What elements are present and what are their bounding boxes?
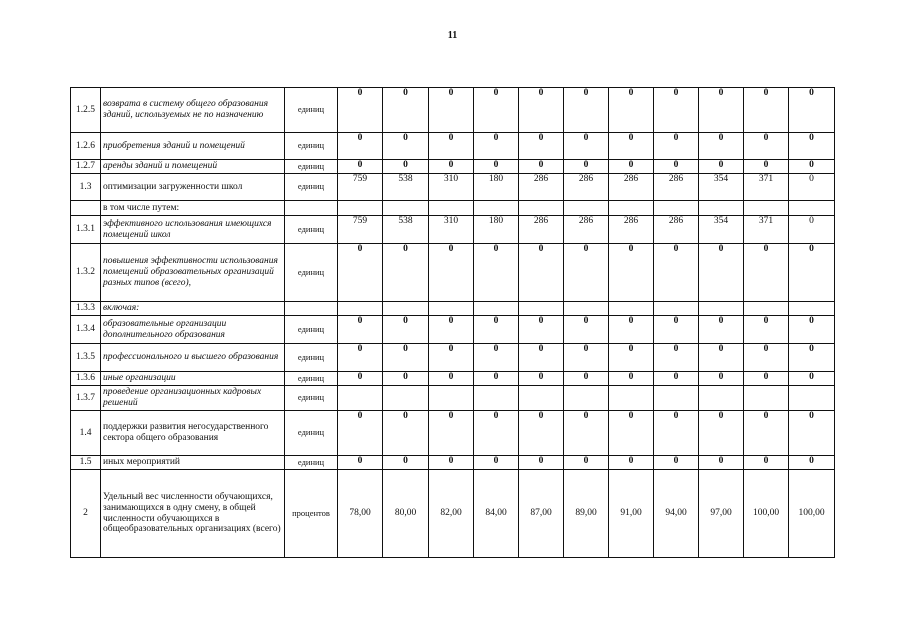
row-number: 1.2.5 (71, 88, 101, 133)
value-cell: 286 (519, 174, 564, 201)
value-cell: 80,00 (383, 470, 429, 558)
value-cell: 0 (654, 133, 699, 160)
row-unit: процентов (285, 470, 338, 558)
row-unit: единиц (285, 386, 338, 411)
row-unit: единиц (285, 216, 338, 244)
value-cell: 0 (609, 244, 654, 302)
row-number: 1.3.1 (71, 216, 101, 244)
value-cell: 0 (789, 316, 835, 344)
value-cell: 0 (789, 174, 835, 201)
table-row (71, 160, 835, 174)
value-cell: 0 (789, 133, 835, 160)
value-cell: 0 (564, 244, 609, 302)
value-cell: 0 (383, 160, 429, 174)
value-cell: 0 (474, 456, 519, 470)
table-row (71, 201, 835, 216)
value-cell: 0 (789, 216, 835, 244)
value-cell: 759 (338, 216, 383, 244)
value-cell: 0 (564, 160, 609, 174)
value-cell (338, 386, 383, 411)
row-description: проведение организационных кадровых решений (101, 386, 285, 411)
row-number: 1.3.6 (71, 372, 101, 386)
value-cell (383, 302, 429, 316)
row-number (71, 201, 101, 216)
value-cell (519, 302, 564, 316)
value-cell (519, 201, 564, 216)
row-number: 1.3 (71, 174, 101, 201)
row-description: профессионального и высшего образования (101, 344, 285, 372)
row-unit: единиц (285, 88, 338, 133)
value-cell: 0 (699, 372, 744, 386)
value-cell (654, 302, 699, 316)
value-cell: 0 (789, 372, 835, 386)
value-cell: 89,00 (564, 470, 609, 558)
value-cell: 0 (609, 316, 654, 344)
value-cell (383, 201, 429, 216)
row-description: включая: (101, 302, 285, 316)
table-row (71, 133, 835, 160)
row-description: повышения эффективности использования помещений образовательных организаций разных типов (всего), (101, 244, 285, 302)
value-cell: 0 (338, 160, 383, 174)
value-cell: 0 (744, 88, 789, 133)
value-cell (699, 201, 744, 216)
table-row (71, 372, 835, 386)
value-cell: 0 (519, 316, 564, 344)
value-cell: 0 (699, 160, 744, 174)
value-cell: 0 (383, 411, 429, 456)
value-cell: 286 (654, 174, 699, 201)
value-cell: 180 (474, 216, 519, 244)
value-cell: 0 (609, 344, 654, 372)
value-cell: 0 (564, 372, 609, 386)
row-unit: единиц (285, 456, 338, 470)
indicators-table (70, 87, 835, 558)
value-cell: 0 (654, 411, 699, 456)
value-cell: 0 (383, 344, 429, 372)
table-row (71, 344, 835, 372)
value-cell: 0 (429, 88, 474, 133)
value-cell: 0 (429, 411, 474, 456)
value-cell: 0 (609, 133, 654, 160)
value-cell: 0 (429, 133, 474, 160)
value-cell: 78,00 (338, 470, 383, 558)
table-row (71, 174, 835, 201)
row-unit (285, 302, 338, 316)
value-cell: 0 (519, 244, 564, 302)
value-cell (519, 386, 564, 411)
value-cell: 0 (338, 133, 383, 160)
value-cell: 0 (609, 456, 654, 470)
value-cell: 0 (338, 411, 383, 456)
value-cell: 0 (789, 456, 835, 470)
row-description: аренды зданий и помещений (101, 160, 285, 174)
row-unit: единиц (285, 244, 338, 302)
row-unit: единиц (285, 316, 338, 344)
value-cell: 0 (789, 88, 835, 133)
table-body (71, 88, 835, 558)
value-cell: 180 (474, 174, 519, 201)
value-cell: 87,00 (519, 470, 564, 558)
value-cell: 0 (474, 88, 519, 133)
value-cell: 0 (383, 88, 429, 133)
value-cell: 97,00 (699, 470, 744, 558)
value-cell (429, 201, 474, 216)
value-cell: 371 (744, 174, 789, 201)
value-cell (699, 386, 744, 411)
row-description: образовательные организации дополнительного образования (101, 316, 285, 344)
value-cell (789, 386, 835, 411)
value-cell: 0 (564, 344, 609, 372)
row-unit: единиц (285, 160, 338, 174)
row-number: 1.5 (71, 456, 101, 470)
value-cell: 0 (519, 372, 564, 386)
value-cell: 0 (564, 88, 609, 133)
row-unit: единиц (285, 344, 338, 372)
row-number: 1.3.7 (71, 386, 101, 411)
row-unit: единиц (285, 174, 338, 201)
row-description: иные организации (101, 372, 285, 386)
value-cell: 0 (564, 456, 609, 470)
value-cell: 0 (744, 133, 789, 160)
value-cell (609, 386, 654, 411)
value-cell (744, 302, 789, 316)
value-cell (474, 201, 519, 216)
row-number: 1.3.2 (71, 244, 101, 302)
value-cell: 0 (789, 344, 835, 372)
value-cell: 84,00 (474, 470, 519, 558)
value-cell: 91,00 (609, 470, 654, 558)
value-cell (744, 201, 789, 216)
value-cell: 0 (654, 372, 699, 386)
row-number: 2 (71, 470, 101, 558)
value-cell: 0 (474, 316, 519, 344)
value-cell: 354 (699, 216, 744, 244)
value-cell: 371 (744, 216, 789, 244)
row-unit: единиц (285, 372, 338, 386)
value-cell: 0 (789, 411, 835, 456)
value-cell: 0 (474, 372, 519, 386)
value-cell: 0 (383, 133, 429, 160)
value-cell: 0 (699, 411, 744, 456)
value-cell (564, 302, 609, 316)
value-cell: 0 (474, 244, 519, 302)
value-cell (474, 302, 519, 316)
value-cell: 0 (744, 456, 789, 470)
value-cell (564, 386, 609, 411)
value-cell: 100,00 (744, 470, 789, 558)
value-cell: 0 (338, 372, 383, 386)
row-description: иных мероприятий (101, 456, 285, 470)
value-cell: 310 (429, 216, 474, 244)
value-cell (609, 201, 654, 216)
value-cell: 0 (744, 344, 789, 372)
value-cell: 0 (519, 456, 564, 470)
value-cell (654, 386, 699, 411)
table-row (71, 302, 835, 316)
value-cell: 538 (383, 216, 429, 244)
row-number: 1.4 (71, 411, 101, 456)
value-cell: 0 (338, 456, 383, 470)
value-cell: 0 (564, 133, 609, 160)
value-cell: 286 (609, 174, 654, 201)
row-number: 1.3.4 (71, 316, 101, 344)
row-number: 1.2.6 (71, 133, 101, 160)
table-row (71, 216, 835, 244)
value-cell: 0 (519, 133, 564, 160)
value-cell: 0 (789, 160, 835, 174)
value-cell (789, 302, 835, 316)
value-cell (564, 201, 609, 216)
row-unit (285, 201, 338, 216)
table-row (71, 411, 835, 456)
value-cell: 286 (564, 174, 609, 201)
value-cell (429, 386, 474, 411)
value-cell: 0 (429, 344, 474, 372)
table-row (71, 316, 835, 344)
value-cell: 0 (383, 244, 429, 302)
row-description: приобретения зданий и помещений (101, 133, 285, 160)
value-cell: 0 (654, 244, 699, 302)
value-cell: 0 (609, 88, 654, 133)
value-cell (474, 386, 519, 411)
row-description: эффективного использования имеющихся помещений школ (101, 216, 285, 244)
value-cell: 0 (654, 88, 699, 133)
value-cell (429, 302, 474, 316)
value-cell: 286 (609, 216, 654, 244)
value-cell: 0 (474, 344, 519, 372)
row-unit: единиц (285, 411, 338, 456)
table-row (71, 470, 835, 558)
value-cell: 0 (744, 411, 789, 456)
value-cell: 0 (744, 244, 789, 302)
value-cell: 0 (429, 160, 474, 174)
value-cell: 0 (429, 316, 474, 344)
row-unit: единиц (285, 133, 338, 160)
row-description: возврата в систему общего образования зданий, используемых не по назначению (101, 88, 285, 133)
page-number: 11 (447, 30, 458, 41)
value-cell: 0 (429, 372, 474, 386)
value-cell: 0 (429, 244, 474, 302)
value-cell: 0 (699, 316, 744, 344)
value-cell: 0 (519, 344, 564, 372)
row-description: в том числе путем: (101, 201, 285, 216)
row-description: Удельный вес численности обучающихся, занимающихся в одну смену, в общей численности обучающихся в общеобразовательных организациях (всего) (101, 470, 285, 558)
value-cell (338, 201, 383, 216)
value-cell: 0 (699, 456, 744, 470)
value-cell: 0 (338, 344, 383, 372)
row-description: оптимизации загруженности школ (101, 174, 285, 201)
value-cell: 0 (744, 372, 789, 386)
value-cell: 0 (789, 244, 835, 302)
value-cell: 0 (699, 88, 744, 133)
value-cell (744, 386, 789, 411)
value-cell: 0 (474, 133, 519, 160)
table-row (71, 88, 835, 133)
value-cell: 0 (699, 244, 744, 302)
value-cell (654, 201, 699, 216)
value-cell: 0 (609, 160, 654, 174)
value-cell: 759 (338, 174, 383, 201)
value-cell: 94,00 (654, 470, 699, 558)
value-cell (789, 201, 835, 216)
value-cell: 0 (383, 316, 429, 344)
value-cell: 82,00 (429, 470, 474, 558)
value-cell: 0 (609, 411, 654, 456)
row-number: 1.2.7 (71, 160, 101, 174)
value-cell: 0 (383, 456, 429, 470)
value-cell: 100,00 (789, 470, 835, 558)
value-cell: 538 (383, 174, 429, 201)
value-cell: 354 (699, 174, 744, 201)
table-row (71, 244, 835, 302)
value-cell: 286 (564, 216, 609, 244)
row-number: 1.3.5 (71, 344, 101, 372)
value-cell: 0 (564, 316, 609, 344)
value-cell (609, 302, 654, 316)
value-cell (699, 302, 744, 316)
value-cell (383, 386, 429, 411)
value-cell: 0 (474, 160, 519, 174)
value-cell: 0 (383, 372, 429, 386)
value-cell: 0 (564, 411, 609, 456)
value-cell: 0 (519, 88, 564, 133)
value-cell: 0 (338, 88, 383, 133)
table-row (71, 386, 835, 411)
row-number: 1.3.3 (71, 302, 101, 316)
value-cell: 0 (609, 372, 654, 386)
value-cell: 0 (338, 316, 383, 344)
value-cell: 0 (474, 411, 519, 456)
value-cell: 0 (654, 316, 699, 344)
value-cell: 0 (654, 456, 699, 470)
value-cell: 0 (654, 160, 699, 174)
value-cell: 0 (519, 411, 564, 456)
value-cell (338, 302, 383, 316)
value-cell: 0 (654, 344, 699, 372)
value-cell: 0 (699, 133, 744, 160)
value-cell: 286 (519, 216, 564, 244)
row-description: поддержки развития негосударственного сектора общего образования (101, 411, 285, 456)
value-cell: 0 (429, 456, 474, 470)
value-cell: 0 (519, 160, 564, 174)
value-cell: 310 (429, 174, 474, 201)
value-cell: 0 (699, 344, 744, 372)
value-cell: 0 (338, 244, 383, 302)
value-cell: 0 (744, 160, 789, 174)
value-cell: 0 (744, 316, 789, 344)
value-cell: 286 (654, 216, 699, 244)
table-row (71, 456, 835, 470)
